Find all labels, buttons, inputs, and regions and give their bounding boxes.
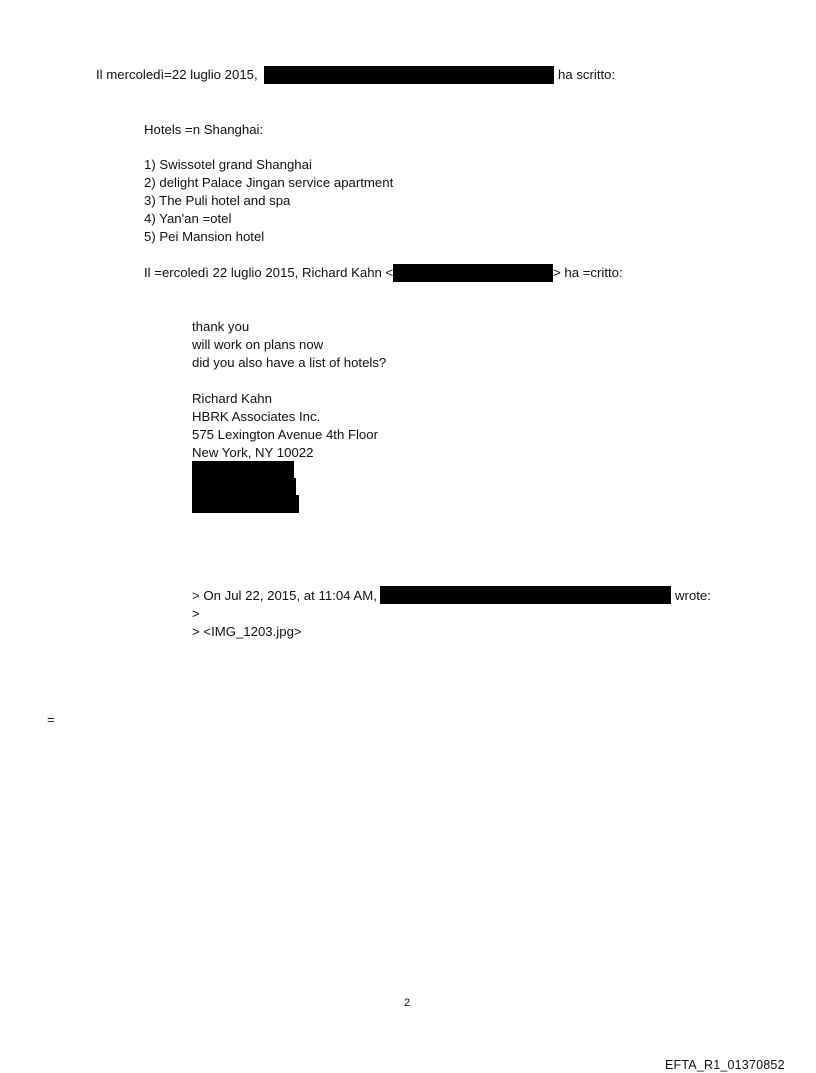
signature-address-line2: New York, NY 10022 — [192, 445, 314, 460]
redacted-email-address — [393, 264, 553, 282]
message-line: thank you — [192, 319, 250, 334]
hotel-list-item: 3) The Puli hotel and spa — [144, 193, 291, 208]
quoted-header-prefix: Il =ercoledì 22 luglio 2015, Richard Kahn < — [144, 265, 394, 280]
hotel-list-item: 5) Pei Mansion hotel — [144, 229, 265, 244]
trailing-marker: = — [47, 712, 55, 727]
quote-marker-line: > — [192, 606, 200, 621]
original-quote-header-prefix: > On Jul 22, 2015, at 11:04 AM, — [192, 588, 377, 603]
reply-header-suffix: ha scritto: — [558, 67, 616, 82]
redacted-signature-line — [192, 495, 299, 513]
redacted-signature-line — [192, 478, 296, 495]
quoted-header-suffix: > ha =critto: — [553, 265, 623, 280]
original-quote-header-suffix: wrote: — [675, 588, 711, 603]
hotel-list-item: 1) Swissotel grand Shanghai — [144, 157, 312, 172]
attachment-reference: > <IMG_1203.jpg> — [192, 624, 302, 639]
hotels-heading: Hotels =n Shanghai: — [144, 122, 264, 137]
signature-name: Richard Kahn — [192, 391, 272, 406]
signature-address-line1: 575 Lexington Avenue 4th Floor — [192, 427, 378, 442]
signature-company: HBRK Associates Inc. — [192, 409, 321, 424]
reply-header-prefix: Il mercoledì=22 luglio 2015, — [96, 67, 258, 82]
message-line: did you also have a list of hotels? — [192, 355, 387, 370]
page-number: 2 — [404, 997, 411, 1009]
hotel-list-item: 4) Yan'an =otel — [144, 211, 232, 226]
document-id: EFTA_R1_01370852 — [665, 1058, 785, 1072]
message-line: will work on plans now — [192, 337, 324, 352]
hotel-list-item: 2) delight Palace Jingan service apartment — [144, 175, 394, 190]
redacted-sender-name — [264, 66, 554, 84]
redacted-signature-line — [192, 461, 294, 478]
redacted-original-sender — [380, 586, 671, 604]
